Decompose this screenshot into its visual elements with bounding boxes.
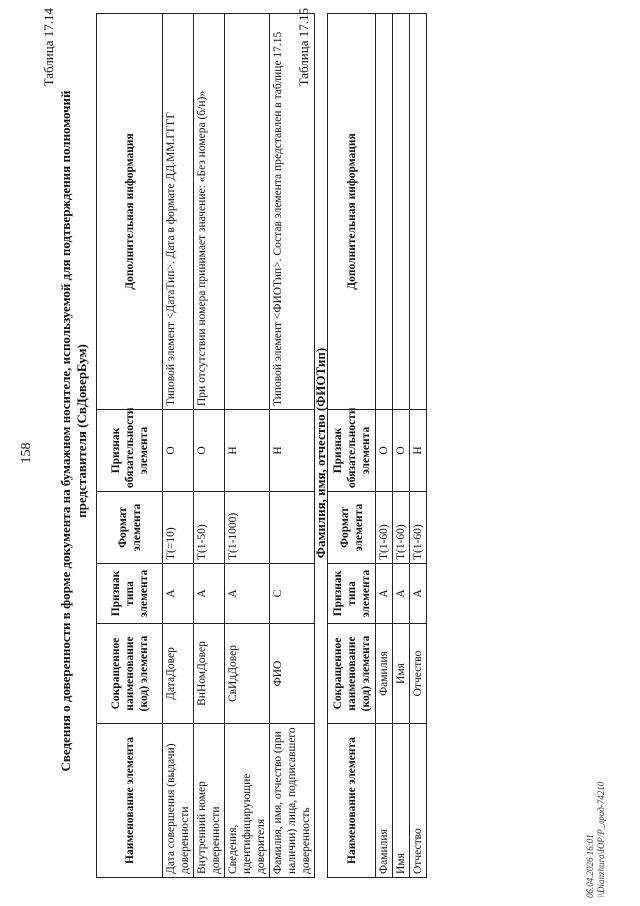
cell-additional-info <box>393 14 410 410</box>
table-row <box>393 14 410 878</box>
cell-type: А <box>393 564 410 624</box>
cell-type: А <box>376 564 393 624</box>
table-1-caption: Таблица 17.14 <box>41 8 56 87</box>
table-row <box>163 14 194 878</box>
cell-additional-info: Типовой элемент <ФИОТип>. Состав элемента представлен в таблице 17.15 <box>270 14 315 410</box>
cell-required: Н <box>225 410 270 492</box>
print-stamp-date: 06.04.2026 16:01 <box>585 834 595 898</box>
column-header: Сокращенное наименование (код) элемента <box>328 624 376 724</box>
cell-additional-info: Типовой элемент <ДатаТип>. Дата в формате ДД.ММ.ГГГГ <box>163 14 194 410</box>
column-header: Наименование элемента <box>328 724 376 878</box>
cell-element-code: Отчество <box>410 624 427 724</box>
column-header: Формат элемента <box>97 492 163 564</box>
print-stamp <box>585 578 607 898</box>
cell-additional-info <box>410 14 427 410</box>
cell-type: А <box>163 564 194 624</box>
table-row <box>225 14 270 878</box>
cell-required: О <box>393 410 410 492</box>
cell-required: О <box>163 410 194 492</box>
column-header: Наименование элемента <box>97 724 163 878</box>
column-header: Сокращенное наименование (код) элемента <box>97 624 163 724</box>
table-1 <box>96 13 315 878</box>
cell-type: С <box>270 564 315 624</box>
column-header: Формат элемента <box>328 492 376 564</box>
cell-element-code: Фамилия <box>376 624 393 724</box>
column-header: Признак типа элемента <box>328 564 376 624</box>
cell-element-name: Имя <box>393 724 410 878</box>
table-2-caption: Таблица 17.15 <box>296 8 311 87</box>
cell-format: T(=10) <box>163 492 194 564</box>
cell-format: T(1-60) <box>410 492 427 564</box>
cell-required: О <box>376 410 393 492</box>
cell-additional-info <box>225 14 270 410</box>
cell-type: А <box>225 564 270 624</box>
cell-element-code: СвИдДовер <box>225 624 270 724</box>
column-header: Признак типа элемента <box>97 564 163 624</box>
column-header: Дополнительная информация <box>328 14 376 410</box>
print-stamp-path: \\Dianzhura\ЮР/Р_лрид-74210 <box>596 781 606 898</box>
cell-element-name: Отчество <box>410 724 427 878</box>
cell-element-name: Сведения, идентифицирующие доверителя <box>225 724 270 878</box>
cell-element-code: ДатаДовер <box>163 624 194 724</box>
table-row <box>270 14 315 878</box>
table-1-header-row <box>97 14 163 878</box>
cell-element-name: Фамилия <box>376 724 393 878</box>
table-row <box>194 14 225 878</box>
table-2 <box>327 13 427 878</box>
cell-additional-info: При отсутствии номера принимает значение: «Без номера (б/н)» <box>194 14 225 410</box>
cell-format: T(1-1000) <box>225 492 270 564</box>
cell-element-name: Дата совершения (выдачи) доверенности <box>163 724 194 878</box>
table-2-title: Фамилия, имя, отчество (ФИОТип) <box>313 347 328 559</box>
cell-element-name: Внутренний номер доверенности <box>194 724 225 878</box>
column-header: Признак обязательности элемента <box>97 410 163 492</box>
column-header: Признак обязательности элемента <box>328 410 376 492</box>
cell-element-code: ВнНомДовер <box>194 624 225 724</box>
cell-format <box>270 492 315 564</box>
cell-type: А <box>194 564 225 624</box>
cell-type: А <box>410 564 427 624</box>
cell-format: T(1-60) <box>376 492 393 564</box>
cell-required: Н <box>410 410 427 492</box>
cell-format: T(1-60) <box>393 492 410 564</box>
column-header: Дополнительная информация <box>97 14 163 410</box>
cell-required: О <box>194 410 225 492</box>
cell-required: Н <box>270 410 315 492</box>
table-1-title: Сведения о доверенности в форме документа на бумажном носителе, используемой для подтверждения полномочий представителя (СвДоверБум) <box>58 90 89 772</box>
table-2-header-row <box>328 14 376 878</box>
cell-element-code: Имя <box>393 624 410 724</box>
cell-element-name: Фамилия, имя, отчество (при наличии) лица, подписавшего доверенность <box>270 724 315 878</box>
cell-additional-info <box>376 14 393 410</box>
cell-element-code: ФИО <box>270 624 315 724</box>
table-row <box>410 14 427 878</box>
table-row <box>376 14 393 878</box>
page-number: 158 <box>19 442 34 464</box>
cell-format: T(1-50) <box>194 492 225 564</box>
